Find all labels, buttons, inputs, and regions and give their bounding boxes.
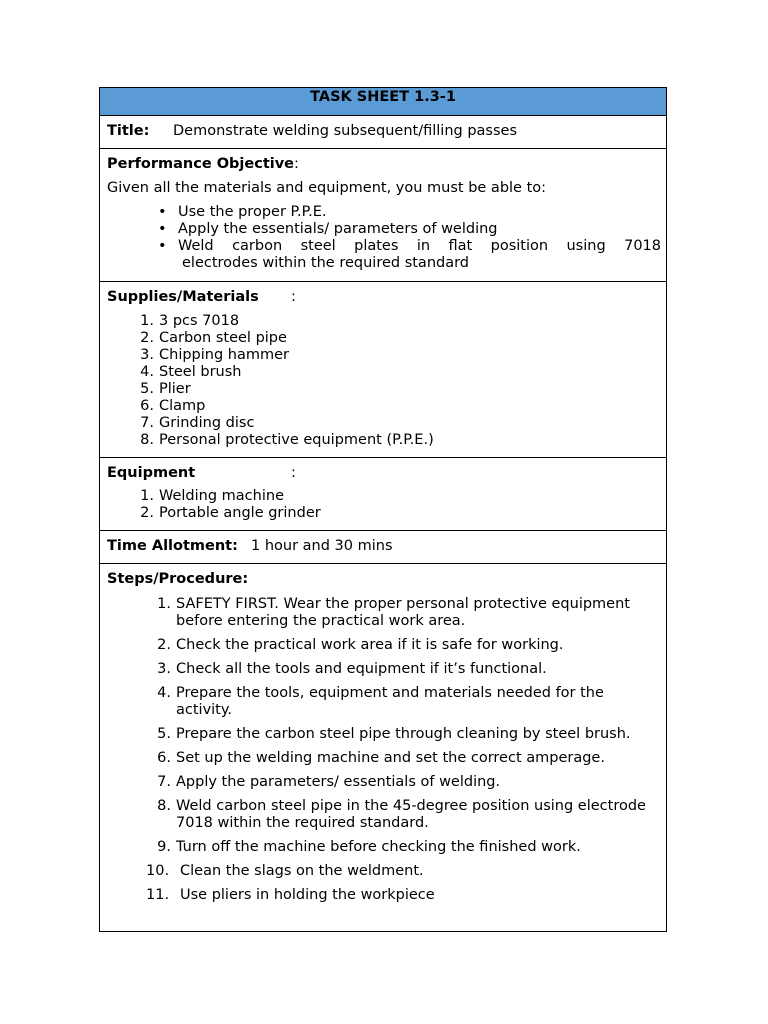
equipment-label: Equipment (107, 465, 196, 481)
task-sheet-title: TASK SHEET 1.3-1 (310, 89, 456, 105)
list-item: 3. Chipping hammer (140, 347, 289, 363)
title-row (100, 115, 666, 148)
step-item: 8. Weld carbon steel pipe in the 45-degree position using electrode 7018 within the required standard. (157, 798, 646, 831)
list-item: 8. Personal protective equipment (P.P.E.) (140, 432, 434, 448)
steps-label: Steps/Procedure: (107, 571, 249, 587)
task-sheet-header (100, 88, 666, 115)
step-item: 11. Use pliers in holding the workpiece (146, 887, 435, 903)
step-item: 9. Turn off the machine before checking the finished work. (157, 839, 581, 855)
step-item: 1. SAFETY FIRST. Wear the proper personal protective equipment before entering the practical work area. (157, 596, 630, 629)
list-item: 6. Clamp (140, 398, 206, 414)
step-item: 6. Set up the welding machine and set the correct amperage. (157, 750, 605, 766)
step-item: 3. Check all the tools and equipment if it’s functional. (157, 661, 547, 677)
list-item: 7. Grinding disc (140, 415, 255, 431)
list-item: 4. Steel brush (140, 364, 242, 380)
objective-intro: Given all the materials and equipment, you must be able to: (107, 180, 547, 196)
list-item: 1. 3 pcs 7018 (140, 313, 240, 329)
time-allotment-value: 1 hour and 30 mins (251, 538, 393, 554)
time-allotment-row (100, 530, 666, 563)
supplies-section (100, 281, 666, 457)
step-item: 4. Prepare the tools, equipment and materials needed for the activity. (157, 685, 604, 718)
step-item: 5. Prepare the carbon steel pipe through cleaning by steel brush. (157, 726, 631, 742)
supplies-label: Supplies/Materials (107, 289, 259, 305)
bullet-icon: • (158, 204, 167, 220)
list-item: 1. Welding machine (140, 488, 284, 504)
equipment-list (140, 488, 321, 522)
list-item: • Apply the essentials/ parameters of welding (158, 221, 498, 237)
performance-objective-section (100, 148, 666, 281)
performance-objective-colon: : (294, 156, 299, 172)
list-item-continuation: electrodes within the required standard (182, 255, 470, 271)
title-value: Demonstrate welding subsequent/filling passes (173, 123, 518, 139)
list-item: • Use the proper P.P.E. (158, 204, 327, 220)
supplies-list (140, 313, 434, 449)
bullet-icon: • (158, 238, 167, 254)
steps-list (146, 596, 646, 911)
bullet-icon: • (158, 221, 167, 237)
title-label: Title: (107, 123, 150, 139)
performance-objective-label: Performance Objective (107, 156, 295, 172)
equipment-section (100, 457, 666, 530)
list-item: 5. Plier (140, 381, 191, 397)
step-item: 2. Check the practical work area if it is safe for working. (157, 637, 564, 653)
supplies-colon: : (291, 289, 296, 305)
performance-objective-heading (107, 156, 299, 172)
list-item: 2. Portable angle grinder (140, 505, 321, 521)
equipment-colon: : (291, 465, 296, 481)
step-item: 10. Clean the slags on the weldment. (146, 863, 424, 879)
steps-section (100, 563, 666, 931)
time-allotment-label: Time Allotment: (107, 538, 238, 554)
list-item: • Weld carbon steel plates in flat position using 7018 (158, 238, 661, 254)
objective-list (158, 204, 661, 272)
step-item: 7. Apply the parameters/ essentials of welding. (157, 774, 501, 790)
list-item: 2. Carbon steel pipe (140, 330, 287, 346)
task-sheet-table (99, 87, 667, 932)
